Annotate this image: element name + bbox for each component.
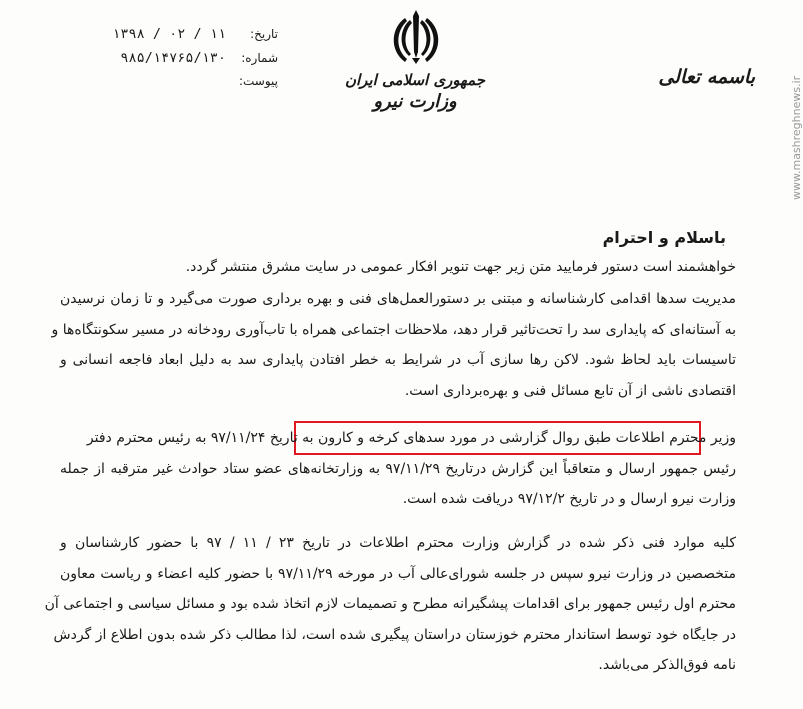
text-line: رئیس جمهور ارسال و متعاقباً این گزارش درتاریخ ۹۷/۱۱/۲۹ به وزارتخانه‌های عضو ستاد حوادث غیر مترقبه از جمله — [60, 460, 736, 477]
paragraph-2 — [60, 423, 736, 515]
highlighted-sentence: وزیر محترم اطلاعات طبق روال گزارشی در مورد سدهای کرخه و کارون — [318, 430, 736, 446]
text-fragment: به تاریخ ۹۷/۱۱/۲۴ به رئیس محترم دفتر — [86, 430, 314, 446]
text-line: مدیریت سدها اقدامی کارشناسانه و مبتنی بر دستورالعمل‌های فنی و بهره برداری صورت می‌گیرد و تا زمان نرسیدن — [60, 291, 736, 307]
text-line: متخصصین در وزارت نیرو سپس در جلسه شورای‌عالی آب در مورخه ۹۷/۱۱/۲۹ با حضور کلیه اعضاء و ریاست معاون — [60, 565, 736, 582]
text-line: محترم اول رئیس جمهور برای اقدامات پیشگیرانه مطرح و تصمیمات لازم اتخاذ شده بود و مسائل سیاسی و اجتماعی آن — [44, 596, 736, 612]
org-name-line1: جمهوری اسلامی ایران — [344, 71, 486, 89]
org-name-line2: وزارت نیرو — [373, 91, 457, 112]
text-line: کلیه موارد فنی ذکر شده در گزارش وزارت محترم اطلاعات در تاریخ ۲۳ / ۱۱ / ۹۷ با حضور کارشناسان و — [60, 535, 736, 551]
watermark-text: www.mashreghnews.ir — [790, 75, 803, 200]
ministry-heading — [340, 70, 490, 114]
meta-row-date — [78, 26, 278, 50]
watermark — [774, 4, 803, 204]
salutation: باسلام و احترام — [602, 228, 726, 247]
text-line — [60, 423, 736, 454]
text-line: خواهشمند است دستور فرمایید متن زیر جهت تنویر افکار عمومی در سایت مشرق منتشر گردد. — [185, 259, 736, 275]
meta-label: شماره: — [241, 51, 278, 65]
paragraph-1 — [51, 284, 736, 406]
letter-meta — [78, 26, 278, 98]
paragraph-3 — [44, 528, 736, 681]
intro-paragraph — [60, 252, 736, 283]
meta-row-attachment — [78, 74, 278, 98]
text-line: به آستانه‌ای که پایداری سد را تحت‌تاثیر قرار دهد، ملاحظات اجتماعی همراه با تاب‌آوری رودخانه در مسیر سکونتگاه‌ها و — [51, 321, 736, 338]
text-line: وزارت نیرو ارسال و در تاریخ ۹۷/۱۲/۲ دریافت شده است. — [402, 491, 736, 507]
meta-label: تاریخ: — [250, 27, 278, 41]
iran-emblem-icon — [385, 6, 447, 68]
meta-value: ۱۳۹۸ / ۰۲ / ۱۱ — [112, 26, 226, 42]
text-line: تاسیسات باید لحاظ شود. لاکن رها سازی آب در شرایط به خطر افتادن پایداری سد به دلیل ابعاد فاجعه انسانی و — [60, 352, 736, 368]
meta-value: ۹۸۵/۱۴۷۶۵/۱۳۰ — [120, 50, 226, 66]
text-line: نامه فوق‌الذکر می‌باشد. — [598, 657, 736, 673]
meta-label: پیوست: — [238, 74, 278, 88]
text-line: در جایگاه خود توسط استاندار محترم خوزستان دراستان پیگیری شده است، لذا مطالب ذکر شده بدون اطلاع از گردش — [53, 626, 736, 643]
meta-row-number — [78, 50, 278, 74]
invocation-heading: باسمه تعالی — [658, 66, 755, 88]
text-line: اقتصادی ناشی از آن تابع مسائل فنی و بهره‌برداری است. — [404, 382, 736, 399]
